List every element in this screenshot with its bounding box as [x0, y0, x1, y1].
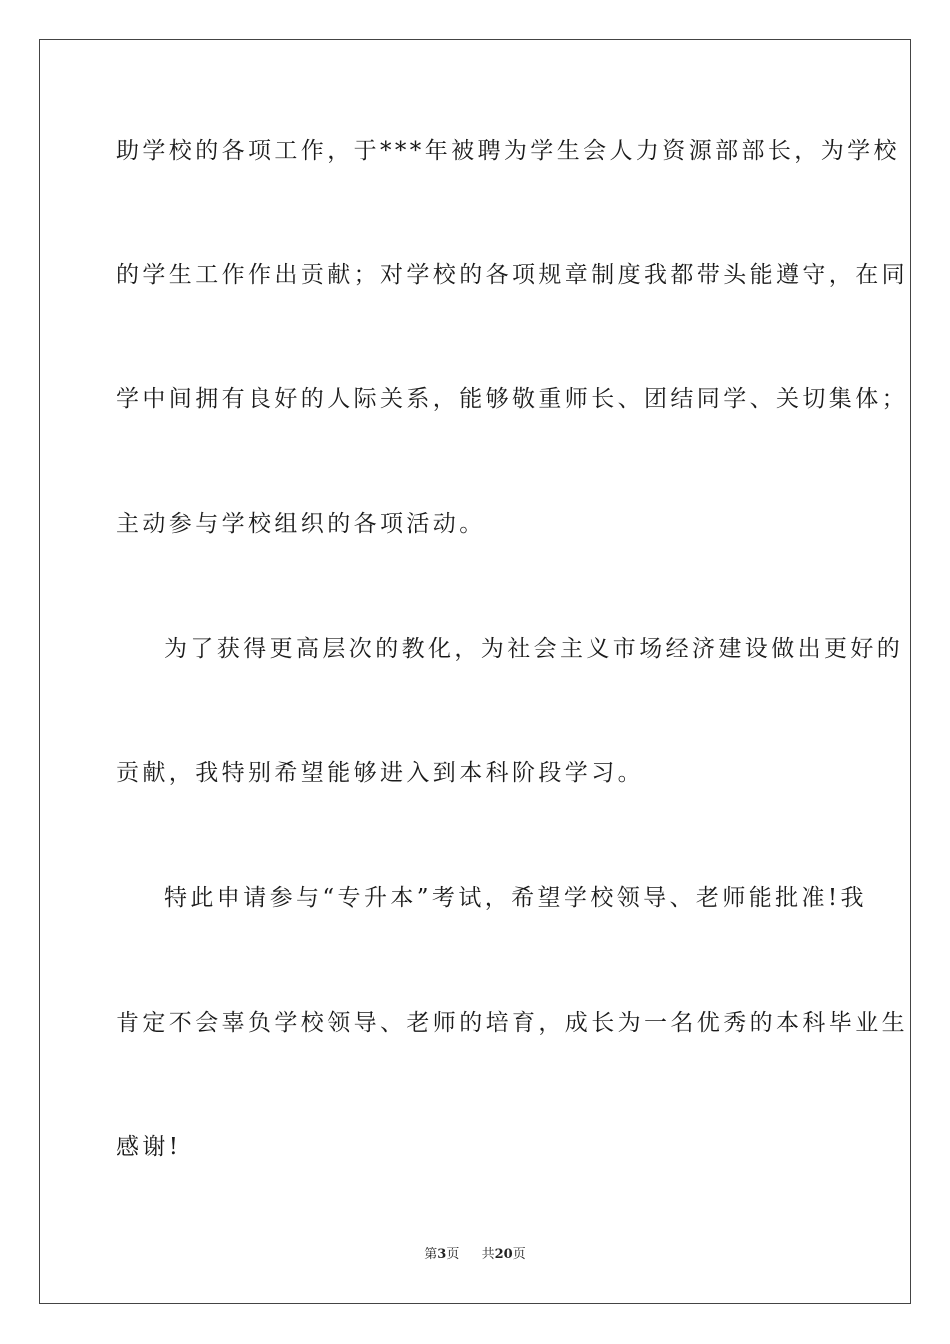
body-text-line-5: 为了获得更高层次的教化，为社会主义市场经济建设做出更好的: [164, 636, 904, 662]
footer-page-suffix: 页: [446, 1247, 460, 1262]
footer-total-suffix: 页: [512, 1247, 526, 1262]
footer-page-prefix: 第: [424, 1247, 438, 1262]
body-text-line-2: 的学生工作作出贡献；对学校的各项规章制度我都带头能遵守，在同: [116, 262, 908, 288]
body-text-line-1: 助学校的各项工作，于***年被聘为学生会人力资源部部长，为学校: [116, 138, 900, 164]
body-text-line-7: 特此申请参与“专升本”考试，希望学校领导、老师能批准!我: [164, 885, 867, 911]
page-footer: [0, 1246, 950, 1264]
footer-total-number: 20: [494, 1247, 513, 1262]
body-text-line-4: 主动参与学校组织的各项活动。: [116, 511, 486, 537]
body-text-line-9: 感谢!: [116, 1134, 182, 1160]
body-text-line-6: 贡献，我特别希望能够进入到本科阶段学习。: [116, 760, 644, 786]
body-text-line-3: 学中间拥有良好的人际关系，能够敬重师长、团结同学、关切集体；: [116, 386, 908, 412]
footer-page-number: 3: [437, 1247, 447, 1262]
body-text-line-8: 肯定不会辜负学校领导、老师的培育，成长为一名优秀的本科毕业生: [116, 1010, 908, 1036]
page-border: [39, 39, 911, 1304]
footer-total-prefix: 共: [481, 1247, 495, 1262]
